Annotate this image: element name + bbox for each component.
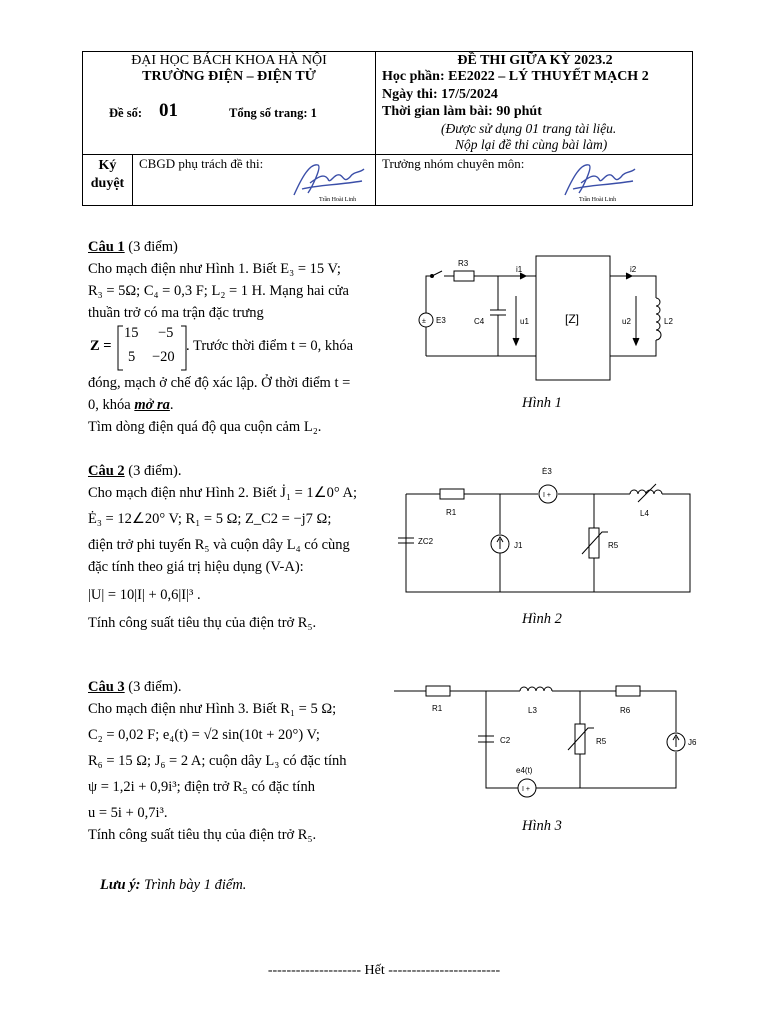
- fig1-label-e3: E3: [436, 316, 446, 325]
- fig1-label-r3: R3: [458, 259, 469, 268]
- q3-title: Câu 3: [88, 679, 125, 695]
- fig1-label-u1: u1: [520, 317, 529, 326]
- q2-line5: |U| = 10|I| + 0,6|I|³ .: [88, 587, 201, 603]
- capacitor-zc2: [398, 494, 414, 592]
- fig2-label-j1: J1: [514, 541, 523, 550]
- exam-note-line1: (Được sử dụng 01 trang tài liệu.: [441, 121, 617, 136]
- fig1-label-l2: L2: [664, 317, 673, 326]
- fig1-label-c4: C4: [474, 317, 485, 326]
- q3-line2: C₂ = 0,02 F; e₄(t) = √2 sin(10t + 20°) V;: [88, 727, 320, 743]
- q1-line7: Tìm dòng điện quá độ qua cuộn cảm L₂.: [88, 419, 322, 435]
- university-name: ĐẠI HỌC BÁCH KHOA HÀ NỘI: [131, 53, 327, 68]
- q3-line4: ψ = 1,2i + 0,9i³; điện trở R₅ có đặc tính: [88, 779, 315, 795]
- exam-number-label: Đề số:: [109, 106, 142, 120]
- fig3-label-j6: J6: [688, 738, 697, 747]
- q2-line1: Cho mạch điện như Hình 2. Biết J̇₁ = 1∠0° A;: [88, 485, 358, 501]
- fig3-label-c2: C2: [500, 736, 511, 745]
- approval-label-line2: duyệt: [90, 176, 125, 191]
- q3-line1: Cho mạch điện như Hình 3. Biết R₁ = 5 Ω;: [88, 701, 337, 717]
- lecturer-signature: [288, 159, 368, 199]
- header-divider-sign-column: [132, 154, 133, 205]
- matrix-m22: −20: [152, 349, 175, 365]
- q1-matrix-block: [90, 325, 390, 371]
- end-marker: -------------------- Hết ------------------------: [267, 963, 501, 978]
- q1-line6c: .: [169, 397, 174, 413]
- fig1-label-z: [Z]: [565, 312, 579, 326]
- q1-points: (3 điểm): [124, 239, 178, 255]
- q3-points: (3 điểm).: [124, 679, 182, 695]
- q3-line5: u = 5i + 0,7i³.: [88, 805, 168, 821]
- q1-line1: Cho mạch điện như Hình 1. Biết E₃ = 15 V;: [88, 261, 341, 277]
- exam-note-line2: Nộp lại đề thi cùng bài làm): [455, 137, 608, 152]
- course-name: Học phần: EE2022 – LÝ THUYẾT MẠCH 2: [382, 69, 649, 84]
- q2-line2: Ė₃ = 12∠20° V; R₁ = 5 Ω; Z_C2 = −j7 Ω;: [88, 511, 332, 527]
- nonlinear-resistor-r5: [589, 528, 599, 558]
- figure-2-circuit: [394, 462, 694, 597]
- fig1-label-i1: i1: [516, 265, 523, 274]
- fig3-label-e4: e4(t): [516, 766, 533, 775]
- q2-points: (3 điểm).: [124, 463, 182, 479]
- question-2: [88, 460, 388, 634]
- head-label: Trưởng nhóm chuyên môn:: [382, 156, 525, 171]
- fig3-label-r1: R1: [432, 704, 443, 713]
- fig2-label-r1: R1: [446, 508, 457, 517]
- q1-title: Câu 1: [88, 239, 125, 255]
- inductor-l2: [656, 298, 661, 340]
- q1-line6a: 0, khóa: [88, 397, 135, 413]
- q1-line3: thuần trở có ma trận đặc trưng: [88, 305, 264, 321]
- lecturer-label: CBGD phụ trách đề thi:: [139, 156, 264, 171]
- inductor-l3: [520, 687, 552, 691]
- question-3: [88, 676, 384, 846]
- e3-plus: ±: [422, 318, 426, 325]
- figure-3-caption: Hình 3: [522, 818, 562, 834]
- exam-header-table: [82, 51, 693, 206]
- matrix-m21: 5: [128, 349, 136, 365]
- q2-line3: điện trở phi tuyến R₅ và cuộn dây L₄ có cùng: [88, 537, 350, 553]
- q3-line6: Tính công suất tiêu thụ của điện trở R₅.: [88, 827, 317, 843]
- approval-label-line1: Ký: [98, 158, 117, 173]
- resistor-r3: [454, 271, 474, 281]
- figure-1-circuit: [410, 252, 673, 384]
- capacitor-c4: [490, 276, 506, 356]
- fig2-label-r5: R5: [608, 541, 619, 550]
- fig1-label-i2: i2: [630, 265, 637, 274]
- fig2-label-e3: Ė3: [542, 467, 552, 476]
- matrix-m12: −5: [158, 325, 174, 341]
- note-text: Trình bày 1 điểm.: [140, 877, 247, 893]
- figure-2-caption: Hình 2: [522, 611, 562, 627]
- q2-title: Câu 2: [88, 463, 125, 479]
- fig1-label-u2: u2: [622, 317, 631, 326]
- total-pages: Tổng số trang: 1: [229, 106, 317, 120]
- fig3-label-l3: L3: [528, 706, 537, 715]
- exam-number: 01: [159, 100, 178, 121]
- exam-date: Ngày thi: 17/5/2024: [382, 87, 498, 102]
- lecturer-signer-name: Trần Hoài Linh: [319, 197, 357, 203]
- head-signature: [559, 159, 639, 199]
- q1-line5: đóng, mạch ở chế độ xác lập. Ở thời điểm t =: [88, 375, 351, 391]
- question-1: [88, 236, 388, 324]
- q1-matrix-label: Z =: [90, 338, 112, 354]
- q2-line6: Tính công suất tiêu thụ của điện trở R₅.: [88, 615, 317, 631]
- note: [100, 874, 246, 896]
- head-signer-name: Trần Hoài Linh: [579, 197, 617, 203]
- resistor-r1: [426, 686, 450, 696]
- nonlinear-resistor-r5: [575, 724, 585, 754]
- resistor-r6: [616, 686, 640, 696]
- q1-line2: R₃ = 5Ω; C₄ = 0,3 F; L₂ = 1 H. Mạng hai cửa: [88, 283, 349, 299]
- school-name: TRƯỜNG ĐIỆN – ĐIỆN TỬ: [142, 69, 316, 84]
- exam-duration: Thời gian làm bài: 90 phút: [382, 104, 542, 119]
- figure-3-circuit: [390, 676, 705, 806]
- exam-title: ĐỀ THI GIỮA KỲ 2023.2: [457, 53, 613, 68]
- q2-line4: đặc tính theo giá trị hiệu dụng (V-A):: [88, 559, 304, 575]
- matrix-left-bracket: [116, 325, 124, 371]
- fig2-label-l4: L4: [640, 509, 649, 518]
- q1-line6b: mở ra: [134, 397, 170, 413]
- fig2-label-zc2: ZC2: [418, 537, 434, 546]
- matrix-m11: 15: [124, 325, 139, 341]
- note-label: Lưu ý:: [100, 877, 141, 893]
- figure-1-caption: Hình 1: [522, 395, 562, 411]
- resistor-r1: [440, 489, 464, 499]
- e4-symbol: I +: [522, 786, 530, 793]
- header-divider-horizontal: [83, 154, 692, 155]
- question-1-cont: [88, 372, 388, 438]
- e3-symbol: I +: [543, 492, 551, 499]
- header-divider-vertical: [375, 52, 376, 205]
- fig3-label-r6: R6: [620, 706, 631, 715]
- q1-line4: . Trước thời điểm t = 0, khóa: [186, 338, 354, 354]
- q3-line3: R₆ = 15 Ω; J₆ = 2 A; cuộn dây L₃ có đặc tính: [88, 753, 347, 769]
- fig3-label-r5: R5: [596, 737, 607, 746]
